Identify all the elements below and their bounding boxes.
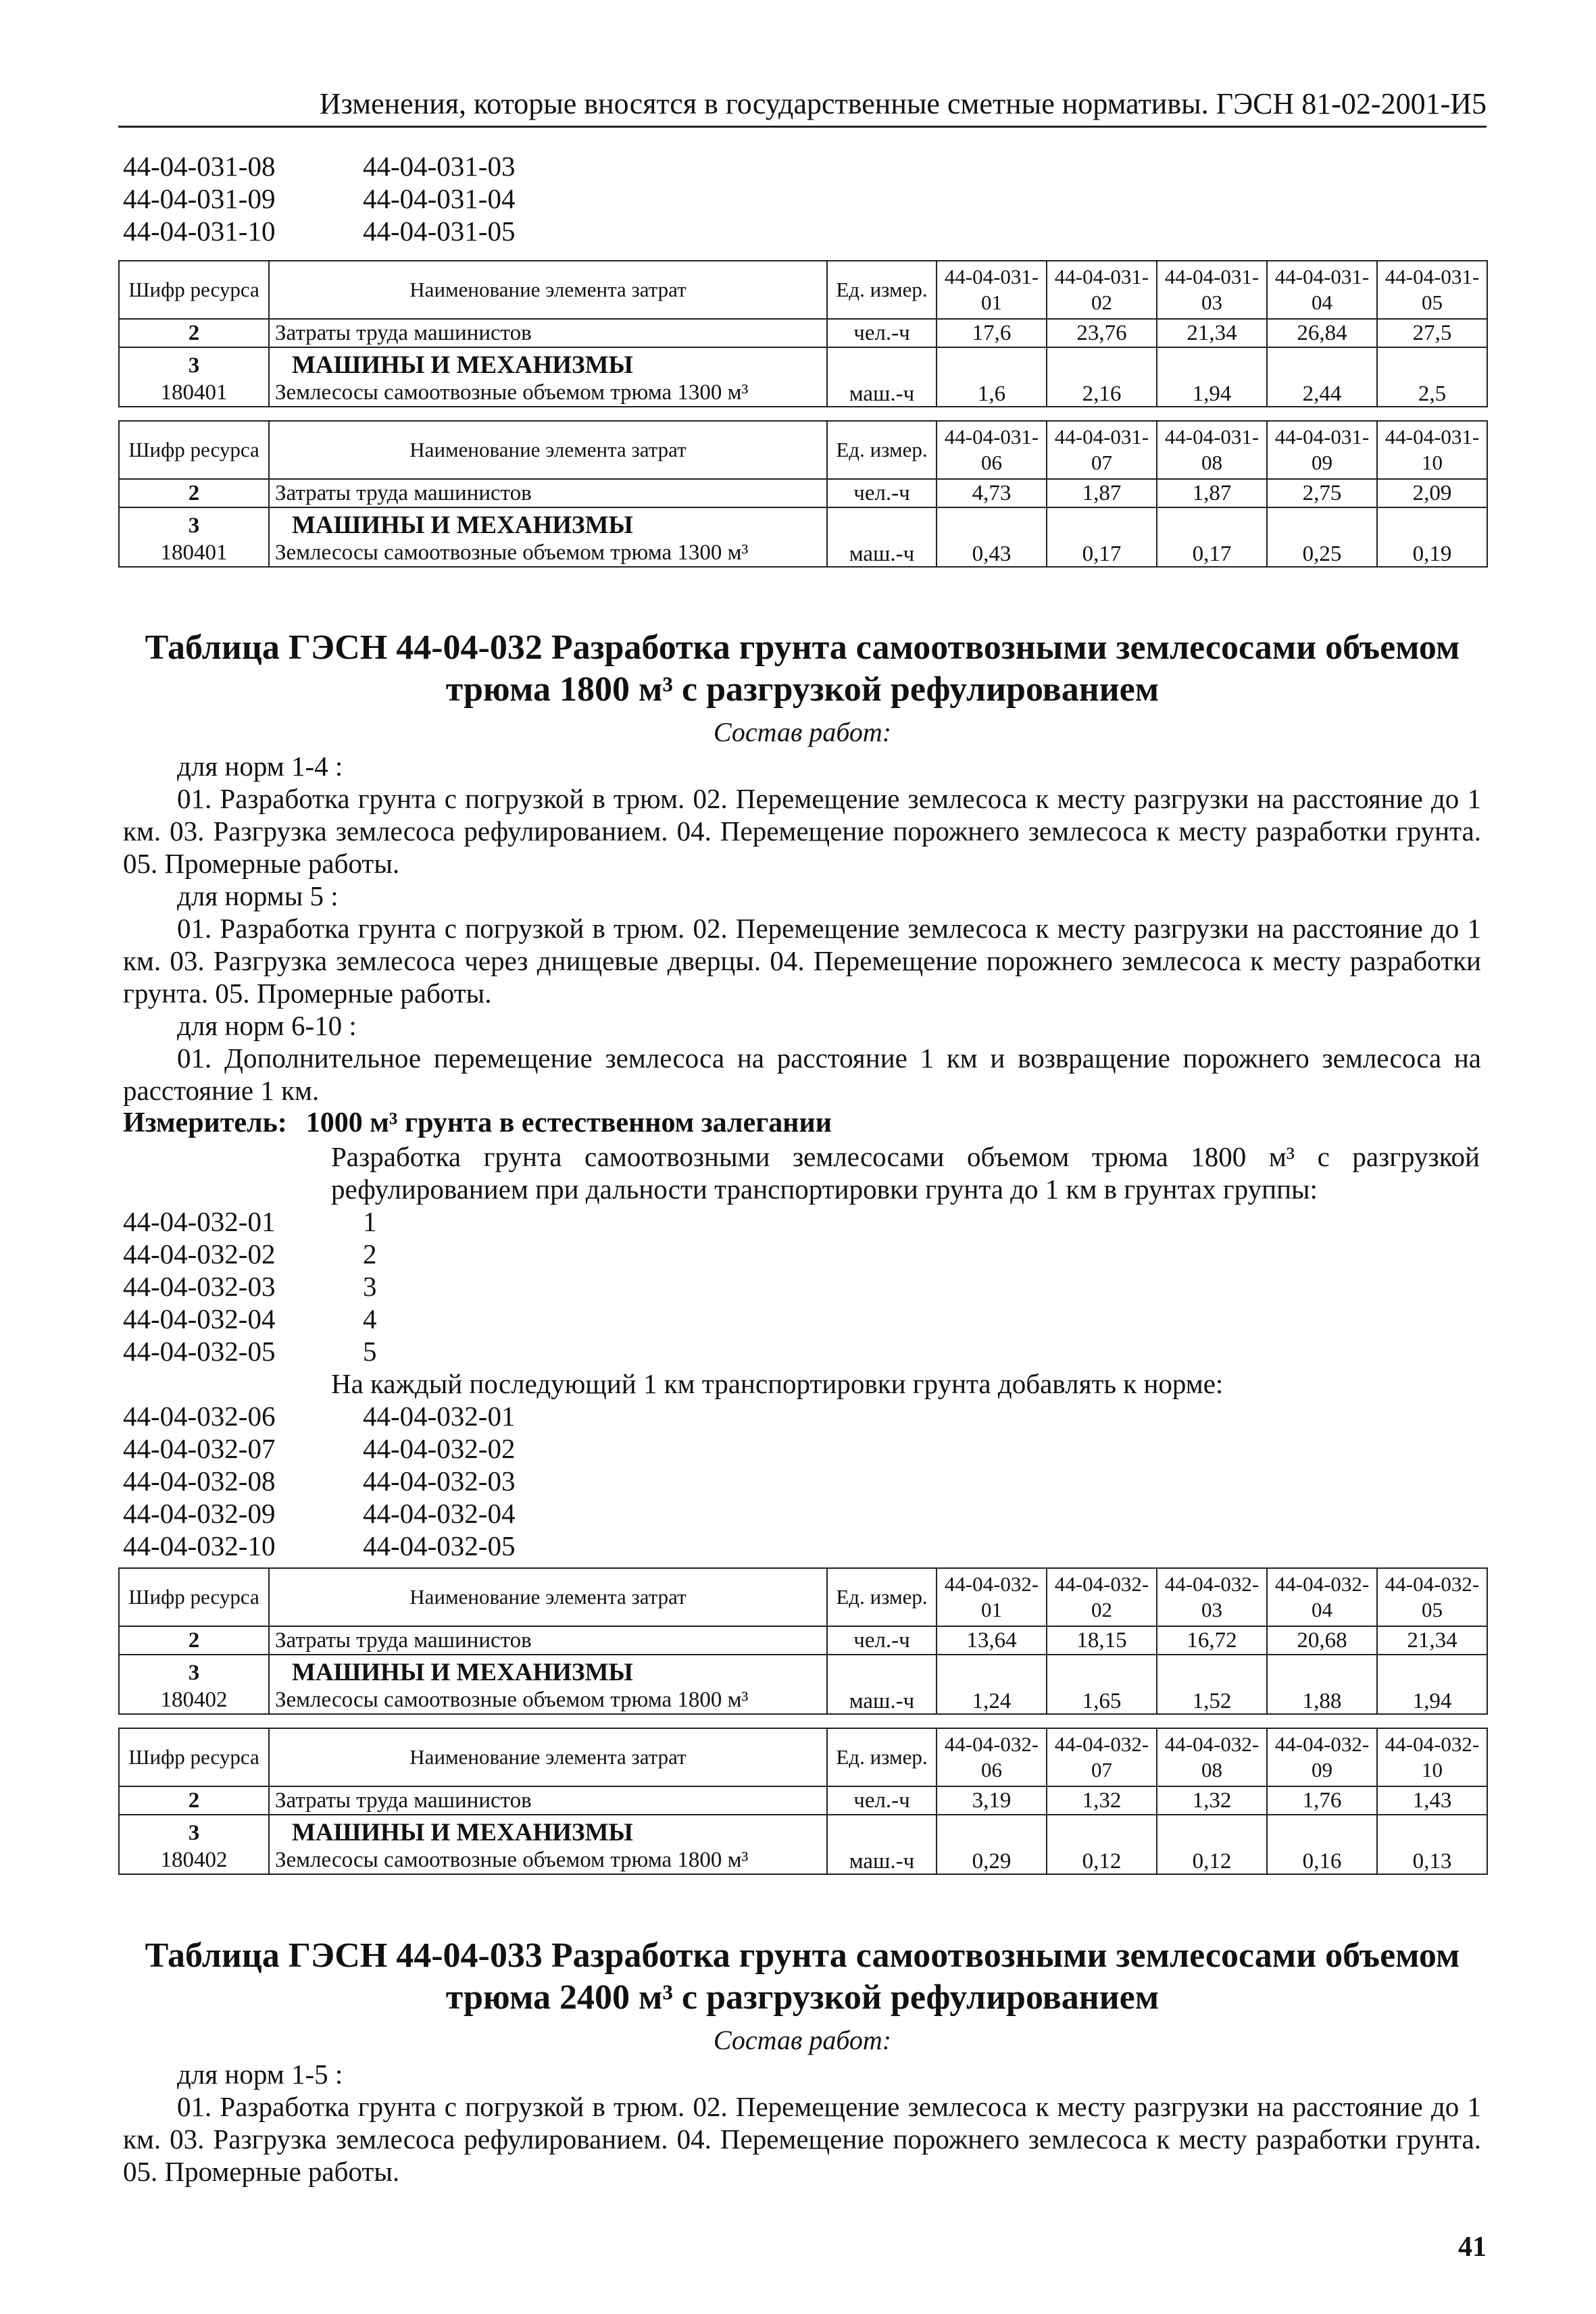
table-row [119, 1786, 1487, 1815]
table-cell: 4,73 [937, 479, 1047, 507]
column-header: Ед. измер. [827, 421, 937, 479]
table-cell: 17,6 [937, 319, 1047, 347]
table-cell: 1,32 [1157, 1786, 1267, 1815]
measure-value: 1000 м³ грунта в естественном залегании [305, 1107, 832, 1138]
group-code: 3 [188, 1821, 200, 1845]
list-item [123, 1432, 515, 1465]
resource-code: 180401 [160, 540, 228, 565]
table-header-row [119, 421, 1487, 479]
table-cell: 0,17 [1047, 507, 1157, 567]
table-cell: 0,19 [1377, 507, 1487, 567]
column-header: 44-04-031-03 [1157, 261, 1267, 319]
table-cell: 1,87 [1047, 479, 1157, 507]
column-header: Наименование элемента затрат [269, 1728, 827, 1786]
norm-ref: 5 [363, 1336, 377, 1367]
resource-name: Затраты труда машинистов [269, 1626, 827, 1655]
running-header: Изменения, которые вносятся в государственные сметные нормативы. ГЭСН 81-02-2001-И5 [319, 87, 1487, 120]
norm-code: 44-04-032-05 [123, 1336, 276, 1367]
table-cell: 1,24 [937, 1655, 1047, 1714]
resource-table-032-a [118, 1567, 1488, 1715]
norm-ref: 3 [363, 1271, 377, 1302]
resource-unit: маш.-ч [827, 1815, 937, 1874]
column-header: 44-04-031-10 [1377, 421, 1487, 479]
resource-name: Землесосы самоотвозные объемом трюма 1300 м³ [275, 540, 749, 565]
table-row [119, 319, 1487, 347]
column-header: 44-04-031-06 [937, 421, 1047, 479]
norm-ref: 44-04-032-04 [363, 1498, 516, 1529]
work-composition-label: Состав работ: [713, 2025, 892, 2055]
norm-ref: 2 [363, 1238, 377, 1269]
column-header: 44-04-032-05 [1377, 1568, 1487, 1626]
table-cell: 1,76 [1267, 1786, 1377, 1815]
resource-table-031-b [118, 420, 1488, 568]
resource-unit: чел.-ч [827, 319, 937, 347]
table-cell: 18,15 [1047, 1626, 1157, 1655]
list-item [123, 1497, 515, 1530]
norm-code: 44-04-032-02 [123, 1238, 276, 1269]
column-header: 44-04-032-01 [937, 1568, 1047, 1626]
table-cell: 26,84 [1267, 319, 1377, 347]
list-item [123, 150, 515, 182]
page-number: 41 [1458, 2232, 1487, 2263]
table-row [119, 479, 1487, 507]
table-cell: 0,17 [1157, 507, 1267, 567]
column-header: 44-04-032-08 [1157, 1728, 1267, 1786]
table-cell: 2,75 [1267, 479, 1377, 507]
table-cell: 3,19 [937, 1786, 1047, 1815]
resource-code: 2 [119, 1626, 269, 1655]
column-header: 44-04-031-09 [1267, 421, 1377, 479]
work-description: 01. Дополнительное перемещение землесоса на расстояние 1 км и возвращение порожнего землесоса на расстояние 1 км. [123, 1042, 1481, 1106]
table-cell: 1,94 [1377, 1655, 1487, 1714]
column-header: 44-04-032-04 [1267, 1568, 1377, 1626]
resource-code: 2 [119, 479, 269, 507]
group-title: МАШИНЫ И МЕХАНИЗМЫ [292, 351, 633, 379]
table-cell: 2,44 [1267, 347, 1377, 407]
section-title-line: трюма 1800 м³ с разгрузкой рефулированием [445, 670, 1159, 709]
resource-code: 180402 [160, 1688, 228, 1712]
resource-name: Землесосы самоотвозные объемом трюма 1800 м³ [275, 1848, 749, 1872]
table-cell: 1,65 [1047, 1655, 1157, 1714]
work-description: 01. Разработка грунта с погрузкой в трюм. 02. Перемещение землесоса к месту разгрузки на расстояние до 1 км. 03. Разгрузка землесоса рефулированием. 04. Перемещение порожнего землесоса к месту разработки грунта. 05. Промерные работы. [123, 783, 1481, 879]
list-item [123, 1303, 377, 1335]
resource-unit: маш.-ч [827, 507, 937, 567]
norm-ref: 44-04-031-03 [363, 151, 516, 182]
resource-unit: чел.-ч [827, 1786, 937, 1815]
table-cell: 21,34 [1377, 1626, 1487, 1655]
norm-code: 44-04-032-07 [123, 1433, 276, 1464]
section-title-line: Таблица ГЭСН 44-04-032 Разработка грунта самоотвозными землесосами объемом [145, 628, 1460, 667]
table-cell: 1,32 [1047, 1786, 1157, 1815]
list-item [123, 1465, 515, 1497]
add-norm-intro: На каждый последующий 1 км транспортировки грунта добавлять к норме: [331, 1368, 1224, 1399]
table-cell: 20,68 [1267, 1626, 1377, 1655]
table-row [119, 1815, 1487, 1874]
group-code: 3 [188, 1661, 200, 1685]
group-code: 3 [188, 353, 200, 378]
norm-code: 44-04-032-06 [123, 1401, 276, 1432]
norm-code: 44-04-031-10 [123, 216, 276, 247]
table-cell: 23,76 [1047, 319, 1157, 347]
norm-code: 44-04-032-10 [123, 1530, 276, 1561]
norm-code: 44-04-031-09 [123, 183, 276, 214]
norm-range-label: для норм 1-5 : [177, 2059, 343, 2090]
group-title: МАШИНЫ И МЕХАНИЗМЫ [292, 1659, 633, 1686]
table-cell: 1,52 [1157, 1655, 1267, 1714]
resource-name: Землесосы самоотвозные объемом трюма 1300 м³ [275, 380, 749, 405]
table-cell: 1,88 [1267, 1655, 1377, 1714]
resource-unit: чел.-ч [827, 479, 937, 507]
resource-name: Затраты труда машинистов [269, 479, 827, 507]
resource-table-032-b [118, 1728, 1488, 1875]
norm-ref: 44-04-032-01 [363, 1401, 516, 1432]
column-header: 44-04-031-04 [1267, 261, 1377, 319]
column-header: Ед. измер. [827, 261, 937, 319]
list-item [123, 182, 515, 215]
list-item [123, 1238, 377, 1270]
list-item [123, 1205, 377, 1238]
group-title: МАШИНЫ И МЕХАНИЗМЫ [292, 511, 633, 539]
norm-code: 44-04-032-09 [123, 1498, 276, 1529]
column-header: Ед. измер. [827, 1728, 937, 1786]
resource-unit: маш.-ч [827, 347, 937, 407]
table-cell: 16,72 [1157, 1626, 1267, 1655]
column-header: Наименование элемента затрат [269, 421, 827, 479]
norm-code: 44-04-032-03 [123, 1271, 276, 1302]
table-cell: 1,87 [1157, 479, 1267, 507]
table-cell: 2,16 [1047, 347, 1157, 407]
work-description: 01. Разработка грунта с погрузкой в трюм. 02. Перемещение землесоса к месту разгрузки на расстояние до 1 км. 03. Разгрузка землесоса рефулированием. 04. Перемещение порожнего землесоса к месту разработки грунта. 05. Промерные работы. [123, 2091, 1481, 2187]
section-title-033 [118, 1935, 1487, 2019]
norm-code: 44-04-031-08 [123, 151, 276, 182]
table-cell: 27,5 [1377, 319, 1487, 347]
table-cell: 0,12 [1157, 1815, 1267, 1874]
list-item [123, 1335, 377, 1367]
table-header-row [119, 1728, 1487, 1786]
list-item [123, 215, 515, 247]
column-header: 44-04-031-01 [937, 261, 1047, 319]
resource-code: 2 [119, 1786, 269, 1815]
top-norm-pairs [123, 150, 515, 247]
column-header: Шифр ресурса [119, 1728, 269, 1786]
table-cell: 0,29 [937, 1815, 1047, 1874]
resource-unit: маш.-ч [827, 1655, 937, 1714]
column-header: Шифр ресурса [119, 261, 269, 319]
column-header: 44-04-032-02 [1047, 1568, 1157, 1626]
list-item [123, 1530, 515, 1562]
section-title-line: Таблица ГЭСН 44-04-033 Разработка грунта самоотвозными землесосами объемом [145, 1936, 1460, 1975]
resource-code: 180402 [160, 1848, 228, 1872]
add-norm-list-032 [123, 1400, 515, 1562]
resource-table-031-a [118, 260, 1488, 407]
resource-code: 2 [119, 319, 269, 347]
section-title-032 [118, 627, 1487, 711]
table-cell: 1,94 [1157, 347, 1267, 407]
group-code: 3 [188, 513, 200, 538]
work-description: 01. Разработка грунта с погрузкой в трюм. 02. Перемещение землесоса к месту разгрузки на расстояние до 1 км. 03. Разгрузка землесоса через днищевые дверцы. 04. Перемещение порожнего землесоса к месту разработки грунта. 05. Промерные работы. [123, 913, 1481, 1009]
column-header: Шифр ресурса [119, 1568, 269, 1626]
table-cell: 21,34 [1157, 319, 1267, 347]
column-header: Ед. измер. [827, 1568, 937, 1626]
norm-ref: 1 [363, 1206, 377, 1237]
list-item [123, 1270, 377, 1303]
column-header: 44-04-032-07 [1047, 1728, 1157, 1786]
table-cell: 0,12 [1047, 1815, 1157, 1874]
resource-unit: чел.-ч [827, 1626, 937, 1655]
column-header: 44-04-031-08 [1157, 421, 1267, 479]
column-header: 44-04-031-02 [1047, 261, 1157, 319]
table-cell: 2,09 [1377, 479, 1487, 507]
list-item [123, 1400, 515, 1432]
table-cell: 0,13 [1377, 1815, 1487, 1874]
work-composition-label: Состав работ: [713, 717, 892, 747]
column-header: Наименование элемента затрат [269, 261, 827, 319]
resource-name: Землесосы самоотвозные объемом трюма 1800 м³ [275, 1688, 749, 1712]
column-header: 44-04-031-05 [1377, 261, 1487, 319]
norm-code: 44-04-032-04 [123, 1303, 276, 1334]
measure-label: Измеритель: [123, 1107, 287, 1138]
table-header-row [119, 261, 1487, 319]
column-header: 44-04-032-09 [1267, 1728, 1377, 1786]
resource-name: Затраты труда машинистов [269, 319, 827, 347]
norm-ref: 44-04-032-03 [363, 1465, 516, 1496]
table-header-row [119, 1568, 1487, 1626]
group-title: МАШИНЫ И МЕХАНИЗМЫ [292, 1819, 633, 1846]
norm-range-label: для норм 1-4 : [177, 751, 343, 782]
norm-ref: 44-04-031-05 [363, 216, 516, 247]
resource-code: 180401 [160, 380, 228, 405]
table-cell: 2,5 [1377, 347, 1487, 407]
column-header: Шифр ресурса [119, 421, 269, 479]
norm-intro: Разработка грунта самоотвозными землесосами объемом трюма 1800 м³ с разгрузкой рефулированием при дальности транспортировки грунта до 1 км в грунтах группы: [331, 1141, 1480, 1205]
norm-ref: 44-04-031-04 [363, 183, 516, 214]
column-header: 44-04-031-07 [1047, 421, 1157, 479]
header-rule [118, 126, 1487, 128]
norm-ref: 44-04-032-02 [363, 1433, 516, 1464]
table-cell: 1,6 [937, 347, 1047, 407]
table-cell: 1,43 [1377, 1786, 1487, 1815]
table-row [119, 1655, 1487, 1714]
table-cell: 0,43 [937, 507, 1047, 567]
table-cell: 0,16 [1267, 1815, 1377, 1874]
norm-code: 44-04-032-01 [123, 1206, 276, 1237]
table-cell: 13,64 [937, 1626, 1047, 1655]
table-cell: 0,25 [1267, 507, 1377, 567]
column-header: 44-04-032-06 [937, 1728, 1047, 1786]
table-row [119, 507, 1487, 567]
column-header: 44-04-032-03 [1157, 1568, 1267, 1626]
measure-line [123, 1107, 832, 1139]
column-header: Наименование элемента затрат [269, 1568, 827, 1626]
table-row [119, 347, 1487, 407]
table-row [119, 1626, 1487, 1655]
norm-code: 44-04-032-08 [123, 1465, 276, 1496]
norm-ref: 4 [363, 1303, 377, 1334]
section-title-line: трюма 2400 м³ с разгрузкой рефулированием [445, 1978, 1159, 2017]
norm-ref: 44-04-032-05 [363, 1530, 516, 1561]
resource-name: Затраты труда машинистов [269, 1786, 827, 1815]
norm-range-label: для нормы 5 : [177, 880, 339, 911]
norm-range-label: для норм 6-10 : [177, 1010, 357, 1041]
norm-list-032 [123, 1205, 377, 1367]
column-header: 44-04-032-10 [1377, 1728, 1487, 1786]
